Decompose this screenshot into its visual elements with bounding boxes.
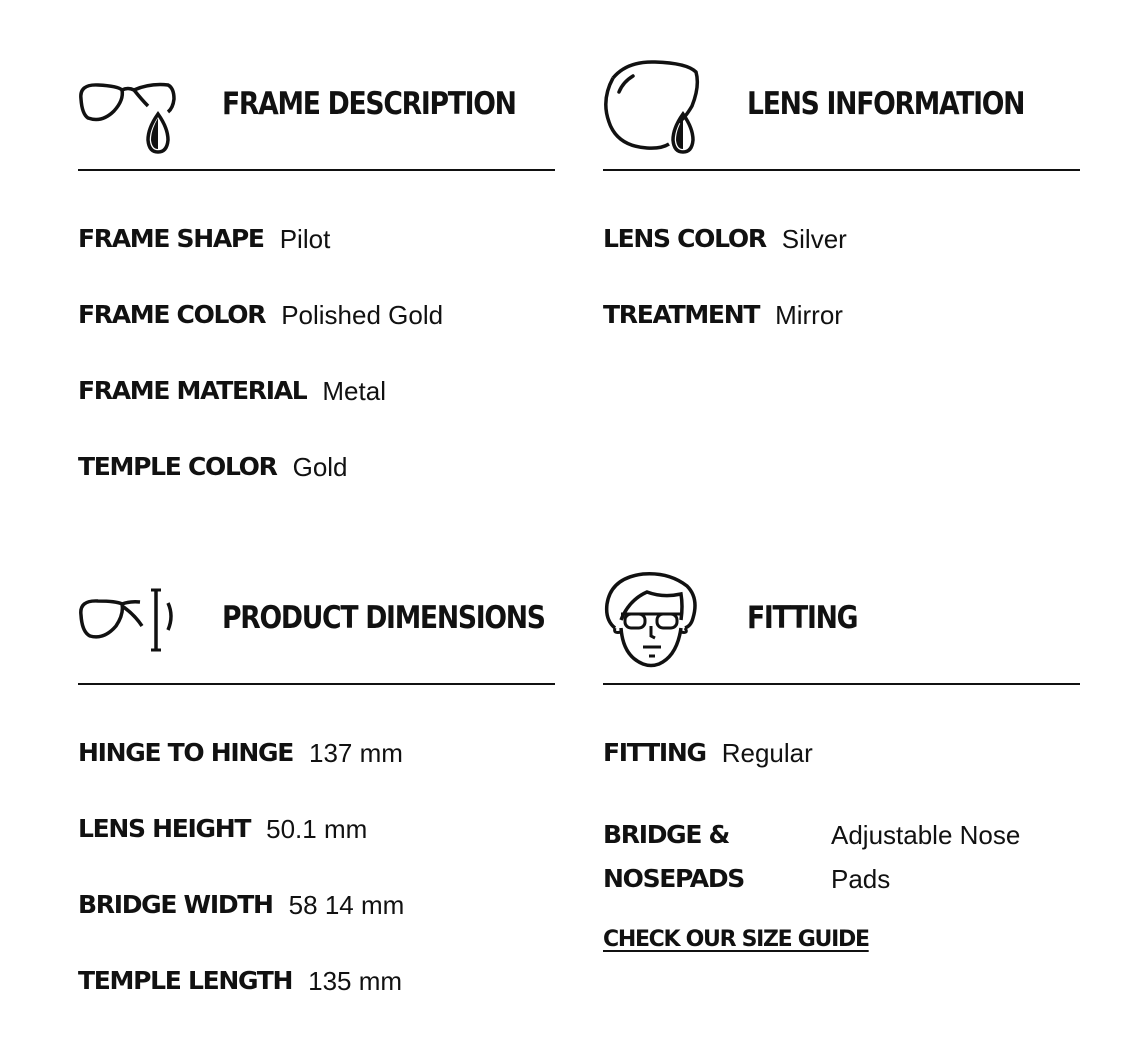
detail-row: [603, 223, 1080, 299]
detail-label: FRAME COLOR: [78, 300, 266, 329]
aviator-frame-drop-icon: [78, 56, 188, 160]
detail-value: Gold: [292, 452, 348, 482]
detail-label: LENS HEIGHT: [78, 814, 251, 843]
frame-description-section: [78, 56, 555, 527]
size-guide-link[interactable]: CHECK OUR SIZE GUIDE: [603, 927, 869, 952]
detail-row: [78, 223, 555, 299]
detail-value: Silver: [781, 224, 847, 254]
detail-value: Adjustable Nose Pads: [831, 820, 1021, 894]
detail-label: FRAME MATERIAL: [78, 376, 307, 405]
detail-value: Mirror: [775, 300, 843, 330]
detail-row: [78, 375, 555, 451]
face-glasses-icon: [603, 570, 713, 674]
section-title: FRAME DESCRIPTION: [222, 86, 516, 122]
detail-value: 58 14 mm: [288, 890, 405, 920]
detail-label: FITTING: [603, 738, 706, 767]
detail-row: [78, 737, 555, 813]
detail-row: [603, 737, 1080, 813]
section-title: FITTING: [747, 600, 858, 636]
detail-label: TREATMENT: [603, 300, 760, 329]
detail-value: Polished Gold: [281, 300, 444, 330]
detail-value: 50.1 mm: [266, 814, 368, 844]
section-title: LENS INFORMATION: [747, 86, 1025, 122]
detail-list: [603, 737, 1080, 952]
detail-label: BRIDGE WIDTH: [78, 890, 273, 919]
detail-row: [603, 299, 1080, 375]
detail-value: Metal: [322, 376, 386, 406]
detail-list: [78, 223, 555, 527]
detail-value: Regular: [721, 738, 813, 768]
detail-list: [603, 223, 1080, 375]
detail-value: 137 mm: [309, 738, 403, 768]
detail-row: [78, 813, 555, 889]
section-header: [78, 570, 555, 685]
detail-row: [603, 813, 1080, 929]
detail-label: TEMPLE LENGTH: [78, 966, 293, 995]
detail-label: HINGE TO HINGE: [78, 738, 294, 767]
lens-drop-icon: [603, 56, 713, 160]
detail-label: TEMPLE COLOR: [78, 452, 277, 481]
fitting-section: [603, 570, 1080, 952]
section-title: PRODUCT DIMENSIONS: [222, 600, 545, 636]
section-header: [78, 56, 555, 171]
detail-row: [78, 451, 555, 527]
detail-value: Pilot: [279, 224, 331, 254]
section-header: [603, 56, 1080, 171]
detail-value: 135 mm: [308, 966, 403, 996]
detail-label: LENS COLOR: [603, 224, 766, 253]
product-dimensions-section: [78, 570, 555, 1041]
lens-information-section: [603, 56, 1080, 375]
frame-measure-icon: [78, 570, 188, 674]
section-header: [603, 570, 1080, 685]
detail-label: FRAME SHAPE: [78, 224, 264, 253]
detail-row: [78, 889, 555, 965]
detail-label: BRIDGE & NOSEPADS: [603, 820, 744, 893]
detail-row: [78, 299, 555, 375]
detail-list: [78, 737, 555, 1041]
detail-row: [78, 965, 555, 1041]
